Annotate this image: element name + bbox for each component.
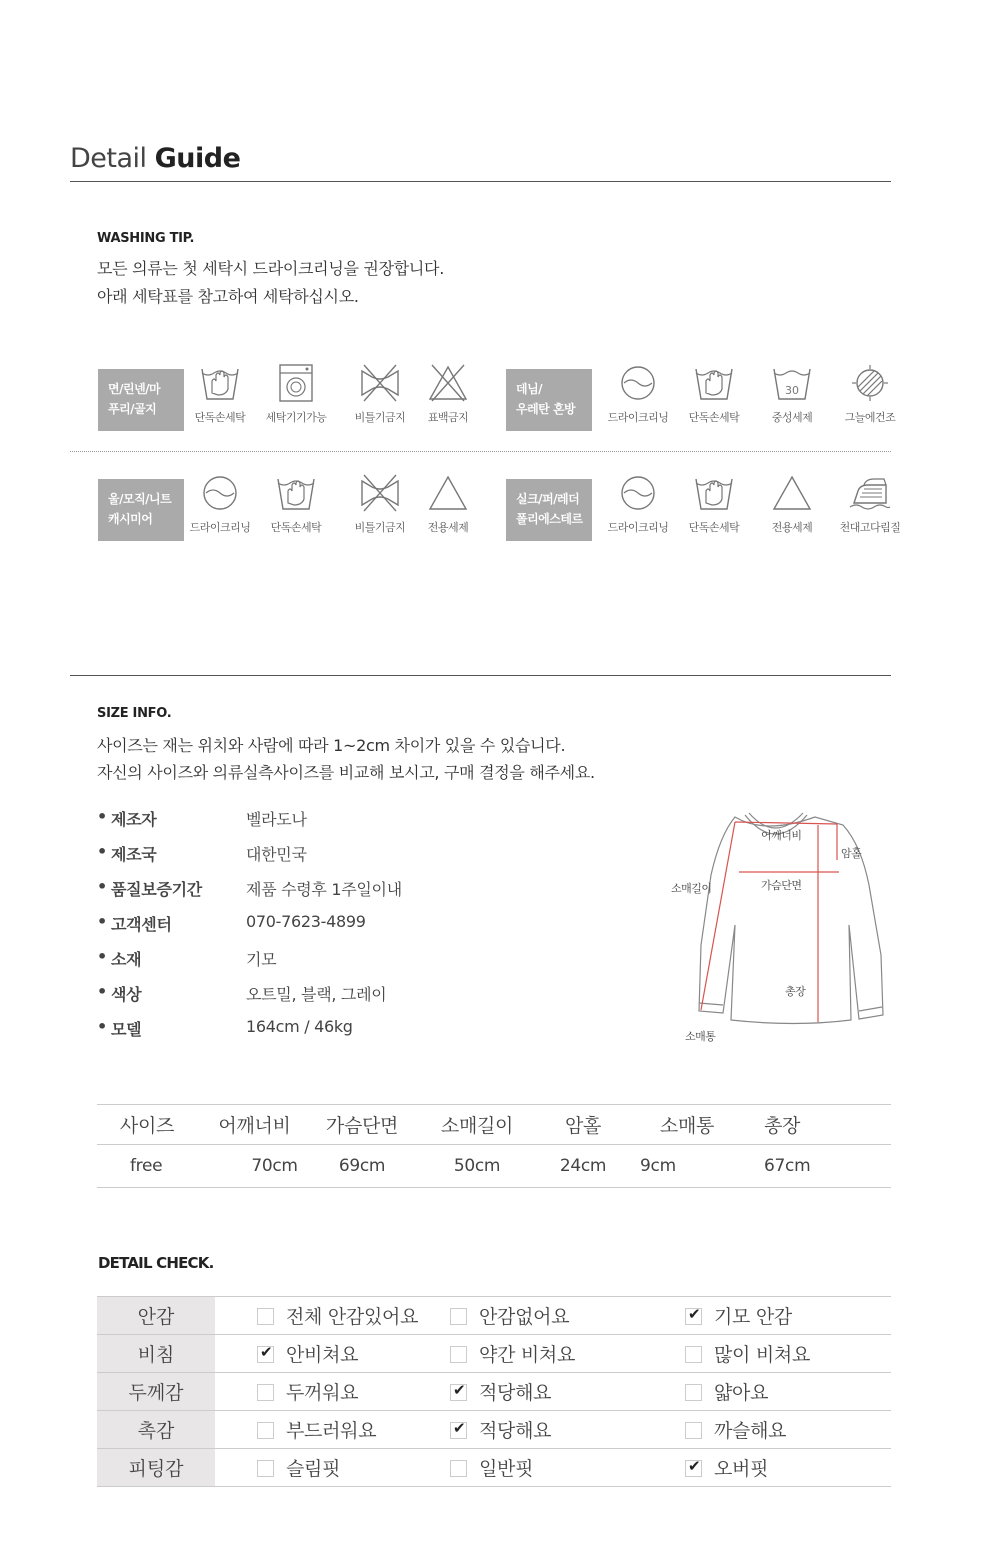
- wash-symbol: [182, 363, 258, 427]
- wash-symbol-label: 중성세제: [771, 411, 813, 424]
- section-divider: [70, 675, 891, 676]
- detail-check-option: [660, 1449, 891, 1487]
- detail-check-row: [97, 1297, 891, 1335]
- page-title-bold: Guide: [154, 143, 241, 174]
- page-title: [70, 143, 240, 174]
- diagram-label-shoulder: 어깨너비: [761, 829, 802, 842]
- wash-symbol-label: 단독손세탁: [194, 411, 246, 424]
- wash-symbol: [258, 363, 334, 427]
- info-value: 오트밀, 블랙, 그레이: [246, 985, 387, 1004]
- diagram-label-length: 총장: [785, 985, 806, 998]
- detail-check-option-label: 까슬해요: [714, 1420, 787, 1442]
- wash-symbol-label: 비틀기금지: [354, 411, 406, 424]
- detail-check-option: [215, 1335, 425, 1373]
- bullet: •: [97, 842, 107, 861]
- detail-check-option-label: 많이 비쳐요: [714, 1344, 811, 1366]
- wash-category-line: 캐시미어: [108, 512, 153, 526]
- wash-category-line: 면/린넨/마: [108, 382, 161, 396]
- detail-check-option-label: 안비쳐요: [286, 1344, 359, 1366]
- size-cell: 24cm: [559, 1156, 607, 1176]
- page-title-thin: Detail: [70, 143, 147, 174]
- wash-category-line: 울/모직/니트: [108, 492, 172, 506]
- detail-check-option-label: 안감없어요: [479, 1306, 570, 1328]
- checkbox-icon: [450, 1346, 467, 1363]
- wash-symbol: [600, 473, 676, 537]
- info-value: 제품 수령후 1주일이내: [246, 880, 402, 899]
- diagram-label-sleeve-length: 소매길이: [671, 882, 712, 895]
- size-info-label: SIZE INFO.: [97, 706, 172, 721]
- info-value: 기모: [246, 950, 277, 969]
- no-wring-icon: [342, 473, 418, 513]
- wash-symbol-label: 단독손세탁: [270, 521, 322, 534]
- washing-tip-line-2: 아래 세탁표를 참고하여 세탁하십시오.: [97, 287, 359, 306]
- hand-wash-icon: [258, 473, 334, 513]
- size-table: [97, 1104, 891, 1188]
- info-key: 품질보증기간: [111, 880, 202, 899]
- wash-category-line: 우레탄 혼방: [516, 402, 576, 416]
- wash-symbol: [676, 473, 752, 537]
- wash-symbol: [754, 363, 830, 427]
- detail-check-option-label: 적당해요: [479, 1382, 552, 1404]
- wash-symbol-label: 천대고다림질: [839, 521, 901, 534]
- detail-check-row: [97, 1449, 891, 1487]
- hand-wash-icon: [676, 473, 752, 513]
- wash-symbol-label: 단독손세탁: [688, 521, 740, 534]
- checkbox-checked-icon: [450, 1384, 467, 1401]
- shade-dry-icon: [832, 363, 908, 403]
- washing-chart-divider: [70, 451, 891, 452]
- wash-symbol-label: 드라이크리닝: [189, 521, 251, 534]
- size-info-line-1: 사이즈는 재는 위치와 사람에 따라 1~2cm 차이가 있을 수 있습니다.: [97, 736, 566, 755]
- info-key: 제조자: [111, 810, 157, 829]
- wash-symbol-label: 전용세제: [427, 521, 469, 534]
- detail-check-option: [425, 1373, 660, 1411]
- size-cell: free: [130, 1156, 163, 1176]
- wash-symbol: [600, 363, 676, 427]
- info-key: 소재: [111, 950, 142, 969]
- size-table-header-row: [97, 1105, 891, 1145]
- detail-check-option: [660, 1411, 891, 1449]
- bullet: •: [97, 947, 107, 966]
- wash-symbol-label: 비틀기금지: [354, 521, 406, 534]
- size-header-cell: 암홀: [564, 1115, 602, 1137]
- washing-machine-icon: [258, 363, 334, 403]
- detail-check-category: 피팅감: [97, 1449, 215, 1487]
- svg-text:30: 30: [785, 384, 799, 397]
- dry-clean-icon: [600, 363, 676, 403]
- dry-clean-icon: [182, 473, 258, 513]
- size-cell: 50cm: [453, 1156, 501, 1176]
- wash-category: [506, 369, 592, 431]
- diagram-label-chest: 가슴단면: [761, 879, 802, 892]
- diagram-label-cuff: 소매통: [685, 1030, 716, 1043]
- bullet: •: [97, 877, 107, 896]
- neutral-detergent-icon: [754, 363, 830, 403]
- wash-symbol: [754, 473, 830, 537]
- detail-check-category: 촉감: [97, 1411, 215, 1449]
- info-key: 제조국: [111, 845, 157, 864]
- info-value: 164cm / 46kg: [246, 1017, 353, 1036]
- size-cell: 9cm: [640, 1156, 676, 1176]
- info-key: 모델: [111, 1020, 142, 1039]
- checkbox-checked-icon: [450, 1422, 467, 1439]
- detail-check-option: [425, 1411, 660, 1449]
- wash-symbol: [676, 363, 752, 427]
- info-value: 대한민국: [246, 845, 307, 864]
- iron-cloth-icon: [832, 473, 908, 513]
- measurement-diagram: [665, 805, 895, 1050]
- bullet: •: [97, 912, 107, 931]
- detail-check-option-label: 얇아요: [714, 1382, 769, 1404]
- detail-check-row: [97, 1373, 891, 1411]
- wash-category-line: 푸리/골지: [108, 402, 157, 416]
- washing-tip-line-1: 모든 의류는 첫 세탁시 드라이크리닝을 권장합니다.: [97, 259, 444, 278]
- detail-check-category: 두께감: [97, 1373, 215, 1411]
- detail-check-option: [660, 1373, 891, 1411]
- wash-symbol-label: 단독손세탁: [688, 411, 740, 424]
- diagram-label-armhole: 암홀: [841, 847, 862, 860]
- detail-check-option: [215, 1297, 425, 1335]
- checkbox-checked-icon: [257, 1346, 274, 1363]
- size-cell: 67cm: [764, 1156, 811, 1176]
- bullet: •: [97, 1017, 107, 1036]
- size-cell: 69cm: [338, 1156, 386, 1176]
- detail-check-option: [660, 1297, 891, 1335]
- wash-category-line: 폴리에스테르: [516, 512, 583, 526]
- detail-check-option: [215, 1373, 425, 1411]
- detail-check-label: DETAIL CHECK.: [98, 1254, 214, 1272]
- checkbox-checked-icon: [685, 1460, 702, 1477]
- detail-check-category: 비침: [97, 1335, 215, 1373]
- detail-check-option: [660, 1335, 891, 1373]
- wash-symbol-label: 전용세제: [771, 521, 813, 534]
- size-header-cell: 소매통: [659, 1115, 715, 1137]
- wash-symbol: [410, 473, 486, 537]
- checkbox-icon: [685, 1422, 702, 1439]
- detail-check-table: [97, 1296, 891, 1487]
- info-value: 070-7623-4899: [246, 912, 366, 931]
- wash-symbol-label: 표백금지: [427, 411, 469, 424]
- wash-symbol: [258, 473, 334, 537]
- checkbox-icon: [685, 1346, 702, 1363]
- dry-clean-icon: [600, 473, 676, 513]
- detail-check-option-label: 슬림핏: [286, 1458, 341, 1480]
- size-table-row: [97, 1145, 891, 1188]
- detail-check-option-label: 적당해요: [479, 1420, 552, 1442]
- washing-tip-label: WASHING TIP.: [97, 231, 195, 246]
- detail-check-option-label: 전체 안감있어요: [286, 1306, 419, 1328]
- special-detergent-icon: [410, 473, 486, 513]
- wash-symbol-label: 그늘에건조: [844, 411, 896, 424]
- checkbox-icon: [685, 1384, 702, 1401]
- checkbox-icon: [450, 1308, 467, 1325]
- wash-symbol: [832, 363, 908, 427]
- no-wring-icon: [342, 363, 418, 403]
- info-key: 색상: [111, 985, 142, 1004]
- detail-check-option-label: 두꺼워요: [286, 1382, 359, 1404]
- bullet: •: [97, 807, 107, 826]
- size-header-cell: 어깨너비: [218, 1115, 291, 1137]
- wash-symbol-label: 드라이크리닝: [607, 411, 669, 424]
- hand-wash-icon: [182, 363, 258, 403]
- info-key: 고객센터: [111, 915, 172, 934]
- no-bleach-icon: [410, 363, 486, 403]
- wash-category-line: 데님/: [516, 382, 543, 396]
- checkbox-icon: [450, 1460, 467, 1477]
- size-header-cell: 사이즈: [119, 1115, 175, 1137]
- detail-check-row: [97, 1411, 891, 1449]
- detail-check-category: 안감: [97, 1297, 215, 1335]
- size-header-cell: 가슴단면: [325, 1115, 399, 1137]
- detail-check-option-label: 일반핏: [479, 1458, 534, 1480]
- checkbox-icon: [257, 1422, 274, 1439]
- wash-symbol-label: 드라이크리닝: [607, 521, 669, 534]
- wash-symbol: [832, 473, 908, 537]
- title-divider: [70, 181, 891, 182]
- detail-check-option-label: 기모 안감: [714, 1306, 792, 1328]
- hand-wash-icon: [676, 363, 752, 403]
- detail-check-option: [425, 1449, 660, 1487]
- detail-check-row: [97, 1335, 891, 1373]
- checkbox-icon: [257, 1308, 274, 1325]
- detail-check-option-label: 오버핏: [714, 1458, 769, 1480]
- checkbox-checked-icon: [685, 1308, 702, 1325]
- checkbox-icon: [257, 1460, 274, 1477]
- detail-check-option: [425, 1335, 660, 1373]
- wash-category-line: 실크/퍼/레더: [516, 492, 580, 506]
- special-detergent-icon: [754, 473, 830, 513]
- detail-check-option-label: 부드러워요: [286, 1420, 377, 1442]
- size-info-line-2: 자신의 사이즈와 의류실측사이즈를 비교해 보시고, 구매 결정을 해주세요.: [97, 763, 595, 782]
- wash-symbol: [182, 473, 258, 537]
- detail-check-option-label: 약간 비쳐요: [479, 1344, 576, 1366]
- wash-category: [506, 479, 592, 541]
- size-header-cell: 소매길이: [440, 1115, 514, 1137]
- wash-symbol-label: 세탁기기가능: [265, 411, 327, 424]
- bullet: •: [97, 982, 107, 1001]
- detail-check-option: [215, 1411, 425, 1449]
- size-cell: 70cm: [251, 1156, 298, 1176]
- wash-symbol: [410, 363, 486, 427]
- detail-check-option: [425, 1297, 660, 1335]
- info-value: 벨라도나: [246, 810, 307, 829]
- checkbox-icon: [257, 1384, 274, 1401]
- size-header-cell: 총장: [764, 1115, 801, 1137]
- detail-check-option: [215, 1449, 425, 1487]
